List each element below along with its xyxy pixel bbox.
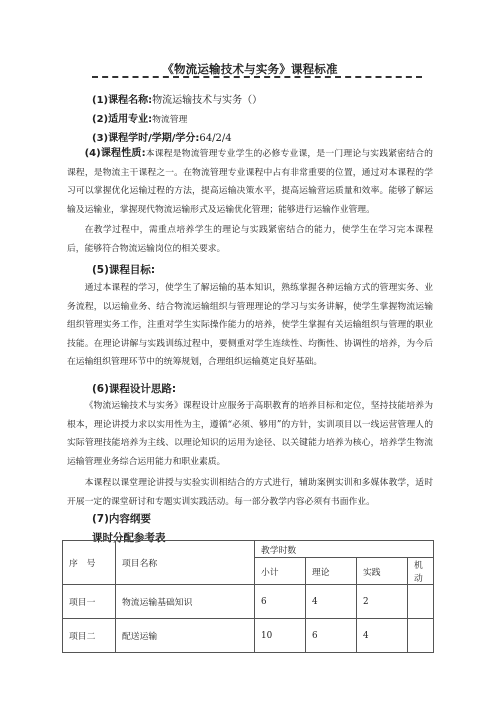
row-name: 配送运输	[116, 619, 255, 653]
outline-heading: (7)内容纲要	[92, 513, 151, 525]
table-row	[63, 585, 434, 619]
course-name-value: 物流运输技术与实务（）	[152, 95, 263, 106]
hours-value: 64/2/4	[199, 133, 232, 144]
course-name-label: (1)课程名称:	[92, 95, 153, 106]
title-divider	[92, 76, 422, 78]
header-name: 项目名称	[116, 541, 255, 585]
header-practice: 实践	[357, 558, 408, 585]
major-line	[92, 110, 187, 125]
hours-label: (3)课程学时/学期/学分:	[92, 133, 200, 144]
design-paragraph: 《物流运输技术与实务》课程设计应服务于高职教育的培养目标和定位，坚持技能培养为根本，理论讲授力求以实用性为主，遵循“必须、够用”的方针，实训项目以一线运营管理人的实际管理技能培养为主线、以理论知识的运用为途径、以关键能力培养为核心，培养学生物流运输管理业务综合运用能力和职业素质。	[67, 401, 433, 467]
course-name-line	[92, 91, 262, 106]
row-flex	[408, 619, 434, 653]
nature-paragraph-2: 在教学过程中，需重点培养学生的理论与实践紧密结合的能力，使学生在学习完本课程后，能够符合物流运输岗位的相关要求。	[67, 225, 433, 254]
header-flex: 机动	[408, 558, 434, 585]
header-total: 小计	[255, 558, 306, 585]
header-theory: 理论	[306, 558, 357, 585]
header-hours: 教学时数	[255, 541, 434, 558]
row-flex	[408, 585, 434, 619]
row-name: 物流运输基础知识	[116, 585, 255, 619]
goals-heading: (5)课程目标:	[92, 264, 156, 276]
nature-text: 本课程是物流管理专业学生的必修专业课，是一门理论与实践紧密结合的课程，是物流主干课程之一。在物流管理专业课程中占有非常重要的位置，通过对本课程的学习可以掌握优化运输过程的方法，提高运输决策水平，提高运输营运质量和效率。能够了解运输及运输业，掌握现代物流运输形式及运输优化管理；能够进行运输作业管理。	[67, 149, 433, 215]
nature-label: (4)课程性质:	[84, 148, 146, 159]
design-heading: (6)课程设计思路:	[92, 383, 177, 395]
row-total: 6	[255, 585, 306, 619]
table-row	[63, 619, 434, 653]
row-no: 项目二	[63, 619, 116, 653]
table-title: 课时分配参考表	[92, 532, 166, 544]
row-total: 10	[255, 619, 306, 653]
hours-line	[92, 129, 232, 144]
row-no: 项目一	[63, 585, 116, 619]
design-paragraph-2: 本课程以课堂理论讲授与实验实训相结合的方式进行，辅助案例实训和多媒体教学，适时开展一定的课堂研讨和专题实训实践活动。每一部分教学内容必须有书面作业。	[67, 478, 433, 507]
hours-table	[62, 540, 434, 653]
major-value: 物流管理	[152, 115, 188, 125]
row-practice: 4	[357, 619, 408, 653]
nature-paragraph	[67, 145, 433, 219]
row-theory: 6	[306, 619, 357, 653]
row-theory: 4	[306, 585, 357, 619]
document-title: 《物流运输技术与实务》课程标准	[162, 62, 338, 76]
header-no: 序 号	[63, 541, 116, 585]
row-practice: 2	[357, 585, 408, 619]
major-label: (2)适用专业:	[92, 114, 153, 125]
goals-paragraph: 通过本课程的学习，使学生了解运输的基本知识，熟练掌握各种运输方式的管理实务、业务流程，以运输业务、结合物流运输组织与管理理论的学习与实务讲解，使学生掌握物流运输组织管理实务工作，注重对学生实际操作能力的培养，使学生掌握有关运输组织与管理的职业技能。在理论讲解与实践训练过程中，要侧重对学生连续性、均衡性、协调性的培养，为今后在运输组织管理环节中的统筹规划，合理组织运输奠定良好基础。	[67, 283, 433, 368]
